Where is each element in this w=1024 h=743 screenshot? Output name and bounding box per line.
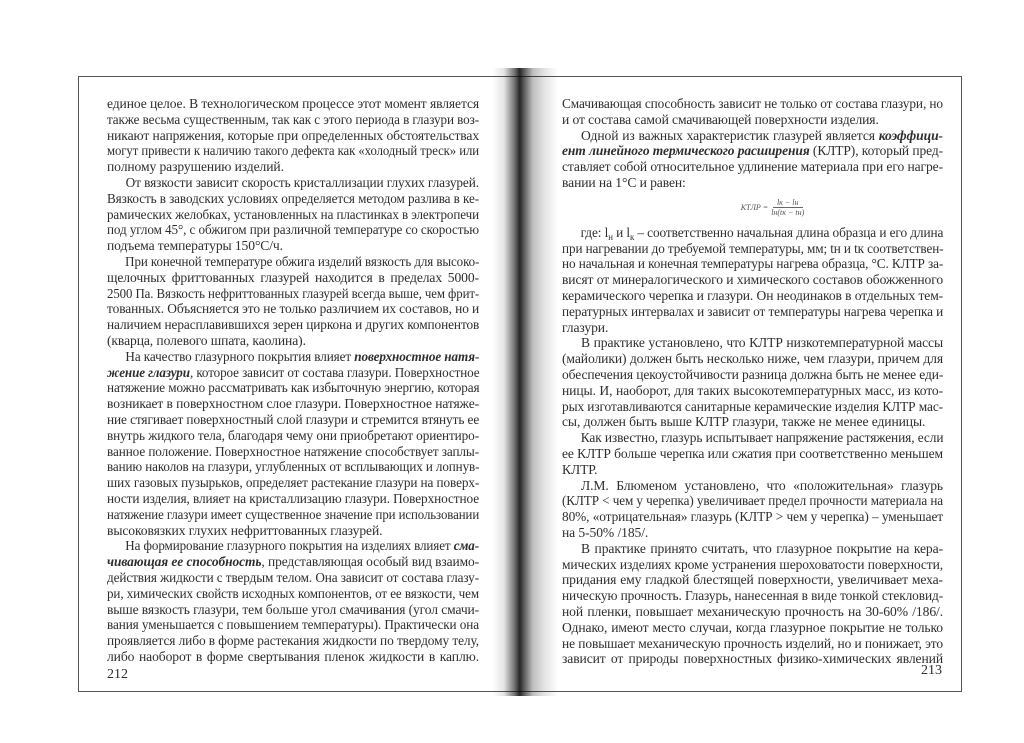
paragraph xyxy=(562,128,943,191)
text-line xyxy=(562,225,943,241)
text-line: под углом 45°, с обжигом при различной температуре со скоростью xyxy=(107,222,479,238)
emphasized-term: ент линейного термического расширения xyxy=(562,143,810,159)
text-line: высоковязких глухих нефриттованных глазурей. xyxy=(107,522,383,538)
text-line: сы, должен быть выше КЛТР глазури, также не менее единицы. xyxy=(562,414,926,430)
text-line: обеспечения цекоустойчивости разница должна быть не менее еди- xyxy=(562,366,944,382)
text-line: ние стягивает поверхностный слой глазури и стремится втянуть ее xyxy=(107,411,480,427)
paragraph xyxy=(107,538,479,664)
paragraph xyxy=(107,96,479,175)
emphasized-term: сма- xyxy=(453,538,479,554)
text-segment: где: l xyxy=(580,224,609,240)
kltr-formula xyxy=(562,191,943,225)
paragraph xyxy=(107,175,479,254)
text-line: возникает в поверхностном слое глазури. Поверхностное натяже- xyxy=(107,396,479,412)
paragraph xyxy=(562,225,943,336)
paragraph xyxy=(562,478,943,541)
text-line: КЛТР. xyxy=(562,461,598,477)
text-segment: На формирование глазурного покрытия на изделиях влияет xyxy=(125,538,454,554)
text-line: при нагревании до требуемой температуры, мм; tн и tк соответствен- xyxy=(562,240,944,256)
text-line xyxy=(562,128,943,144)
text-line: ших газовых пузырьков, определяет растекание глазури на поверх- xyxy=(107,475,480,491)
emphasized-term: жение глазури xyxy=(107,364,190,380)
text-segment: Одной из важных характеристик глазурей является xyxy=(581,127,879,143)
text-line: керамического черепка и глазури. Он неодинаков в отдельных тем- xyxy=(562,287,944,303)
text-line: При конечной температуре обжига изделий вязкость для высоко- xyxy=(125,253,480,269)
text-line: ставляет собой относительное удлинение материала при его нагре- xyxy=(562,159,943,175)
formula-numerator: lк − lн xyxy=(773,198,803,208)
text-line: единое целое. В технологическом процессе этот момент является xyxy=(107,96,479,111)
text-line: и от состава самой смачивающей поверхности изделия. xyxy=(562,111,879,127)
text-segment: , представляющая особый вид взаимо- xyxy=(261,554,479,570)
text-line: зависит от природы поверхностных физико-химических явлений xyxy=(562,651,943,667)
text-segment: На качество глазурного покрытия влияет xyxy=(125,348,355,364)
page-number-left: 212 xyxy=(107,667,128,682)
text-line: Л.М. Блюменом установлено, что «положительная» глазурь xyxy=(581,477,943,493)
text-segment: , которое зависит от состава глазури. Поверхностное xyxy=(189,364,480,380)
text-line: рамических желобках, установленных на пластинках в электропечи xyxy=(107,206,479,222)
text-line: ри, химических свойств исходных компонентов, от ее вязкости, чем xyxy=(107,585,479,601)
text-line: (майолики) должен быть несколько ниже, чем глазури, причем для xyxy=(562,351,943,367)
text-line: действия жидкости с твердым телом. Она зависит от состава глазу- xyxy=(107,569,479,585)
text-line: (КЛТР < чем у черепка) увеличивает предел прочности материала на xyxy=(562,493,943,509)
paragraph xyxy=(562,96,943,128)
text-line: тованных. Объясняется это не только различием их составов, но и xyxy=(107,301,480,317)
text-line: Вязкость в заводских условиях определяется методом разлива в ке- xyxy=(107,190,479,206)
text-line: выше вязкость глазури, тем больше угол смачивания (угол смачи- xyxy=(107,601,480,617)
emphasized-term: поверхностное натя- xyxy=(354,348,480,364)
right-page-text xyxy=(562,96,943,667)
text-line: (кварца, полевого шпата, каолина). xyxy=(107,332,306,348)
text-line: 2500 Па. Вязкость нефриттованных глазурей всегда выше, чем фрит- xyxy=(107,285,480,301)
text-line: пературных интервалах и зависит от температуры нагрева черепка и xyxy=(562,303,944,319)
text-segment: – соответственно начальная длина образца и его длина xyxy=(634,224,944,240)
text-line: ническую прочность. Глазурь, нанесенная в виде тонкой стекловид- xyxy=(562,588,944,604)
text-line: наличием нерасплавившихся зерен циркона и других компонентов xyxy=(107,317,480,333)
text-line xyxy=(107,538,479,554)
text-line: Как известно, глазурь испытывает напряжение растяжения, если xyxy=(580,430,944,446)
text-line: глазури. xyxy=(562,319,609,335)
text-line xyxy=(107,365,479,381)
text-line xyxy=(562,143,943,159)
subscript: к xyxy=(629,231,635,242)
paragraph xyxy=(107,254,479,349)
text-line: Смачивающая способность зависит не только от состава глазури, но xyxy=(562,96,943,111)
text-line: натяжение можно рассматривать как избыточную энергию, которая xyxy=(107,380,480,396)
text-line xyxy=(107,349,479,365)
text-line: подъема температуры 150°С/ч. xyxy=(107,238,283,254)
paragraph xyxy=(107,349,479,539)
paragraph xyxy=(562,335,943,430)
text-segment: (КЛТР), который пред- xyxy=(809,143,943,159)
text-line: никают напряжения, которые при определенных обстоятельствах xyxy=(107,127,479,143)
text-line: ной пленки, повышает механическую прочность на 30-60% /186/. xyxy=(562,603,943,619)
text-line: ванию наколов на глазури, углубленных от всплывающих и лопнув- xyxy=(107,459,480,475)
left-page-text xyxy=(107,96,479,665)
text-line: внутрь жидкого тела, благодаря чему они приобретают ориентиро- xyxy=(107,427,479,443)
text-line: 80%, «отрицательная» глазурь (КЛТР > чем у черепка) – уменьшает xyxy=(562,509,943,525)
text-line: вания уменьшается с повышением температуры). Практически она xyxy=(107,617,479,633)
text-line: вании на 1°С и равен: xyxy=(562,174,686,190)
text-line: не повышает механическую прочность изделий, но и понижает, это xyxy=(562,635,943,651)
text-line: В практике установлено, что КЛТР низкотемпературной массы xyxy=(581,335,943,351)
text-segment: и l xyxy=(612,224,630,240)
formula-denominator: lн(tк − tн) xyxy=(771,208,805,218)
book-gutter-shadow xyxy=(492,68,558,696)
text-line: могут привести к наличию такого дефекта как «холодный треск» или xyxy=(107,143,479,159)
text-line: мических изделиях кроме устранения шероховатости поверхности, xyxy=(562,556,943,572)
text-line: натяжение глазури имеет существенное значение при использовании xyxy=(107,506,480,522)
text-line: Однако, имеют место случаи, когда глазурное покрытие не только xyxy=(562,619,943,635)
text-line: на 5-50% /185/. xyxy=(562,524,649,540)
text-line: также весьма существенным, так как с этого периода в глазури воз- xyxy=(107,111,479,127)
paragraph xyxy=(562,541,943,667)
text-line: но начальная и конечная температуры нагрева образца, °С. КЛТР за- xyxy=(562,256,944,272)
formula-lhs: КТЛР = xyxy=(740,203,769,213)
emphasized-term: чивающая ее способность xyxy=(107,554,262,570)
text-line: ванное положение. Поверхностное натяжение способствует заплы- xyxy=(107,443,479,459)
emphasized-term: коэффици- xyxy=(878,127,943,143)
text-line: щелочных фриттованных глазурей находится в пределах 5000- xyxy=(107,269,479,285)
text-line: ницы. И, наоборот, для таких высокотемпературных масс, из кото- xyxy=(562,382,943,398)
text-line: проявляется либо в форме растекания жидкости по твердому телу, xyxy=(107,633,479,649)
text-line: ности изделия, влияет на кристаллизацию глазури. Поверхностное xyxy=(107,490,479,506)
page-number-right: 213 xyxy=(921,663,942,678)
formula-fraction xyxy=(771,198,804,217)
subscript: н xyxy=(608,231,613,242)
text-line xyxy=(107,554,479,570)
text-line: рых изготавливаются санитарные керамические изделия КЛТР мас- xyxy=(562,398,943,414)
text-line: либо наоборот в форме свертывания пленок жидкости в каплю. xyxy=(107,648,479,664)
text-line: От вязкости зависит скорость кристаллизации глухих глазурей. xyxy=(125,174,479,190)
paragraph xyxy=(562,430,943,477)
text-line: ее КЛТР больше черепка или сжатия при соответственно меньшем xyxy=(562,445,943,461)
text-line: придания ему гладкой блестящей поверхности, увеличивает меха- xyxy=(562,572,943,588)
text-line: висят от минералогического и химического составов обожженного xyxy=(562,272,943,288)
text-line: полному разрушению изделий. xyxy=(107,159,284,175)
text-line: В практике принято считать, что глазурное покрытие на кера- xyxy=(581,540,943,556)
